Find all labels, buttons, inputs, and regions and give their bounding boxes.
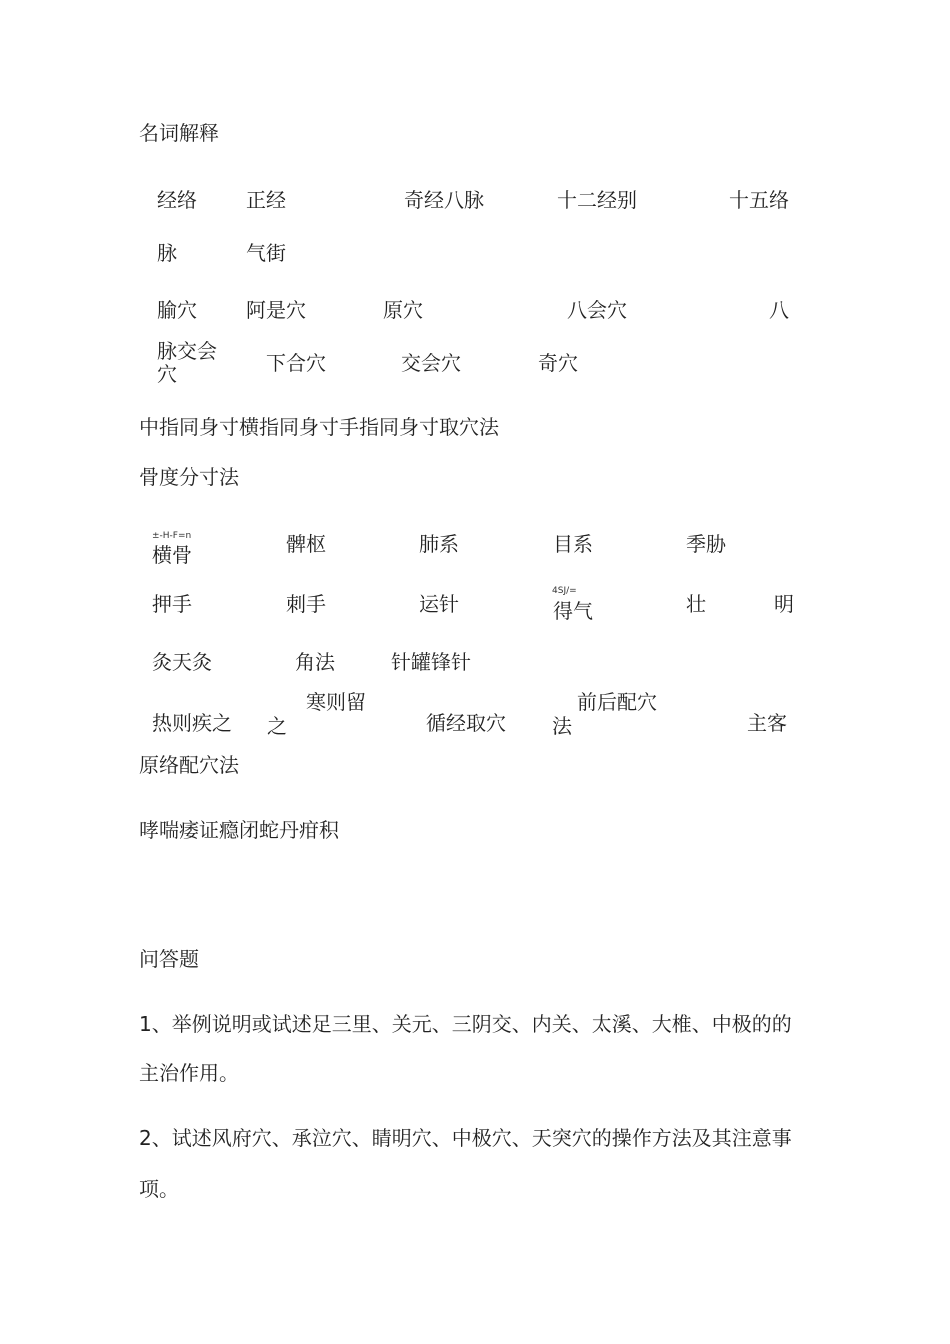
question-1-line-1: 1、举例说明或试述足三里、关元、三阴交、内关、太溪、大椎、中极的的 bbox=[139, 1012, 792, 1036]
term-yashou: 押手 bbox=[152, 592, 192, 616]
term-maijiaohui: 脉交会 bbox=[157, 339, 217, 363]
term-cishou: 刺手 bbox=[286, 592, 326, 616]
term-qixue: 奇穴 bbox=[538, 351, 578, 375]
term-zhuke: 主客 bbox=[747, 711, 787, 735]
term-qianhoupeixue: 前后配穴 bbox=[577, 690, 657, 714]
term-diseases: 哮喘痿证瘾闭蛇丹疳积 bbox=[139, 818, 339, 842]
term-line-tongshencun: 中指同身寸横指同身寸手指同身寸取穴法 bbox=[139, 415, 499, 439]
question-2-line-2: 项。 bbox=[139, 1177, 179, 1201]
term-qijie: 气街 bbox=[246, 241, 286, 265]
term-feixi: 肺系 bbox=[419, 532, 459, 556]
term-muxi: 目系 bbox=[553, 532, 593, 556]
term-jixie: 季胁 bbox=[686, 532, 726, 556]
term-zhuang: 壮 bbox=[686, 592, 706, 616]
term-fa: 法 bbox=[552, 714, 572, 738]
term-yuanxue: 原穴 bbox=[383, 298, 423, 322]
term-xiahexue: 下合穴 bbox=[266, 351, 326, 375]
term-deqi: 得气 bbox=[553, 599, 593, 623]
term-shuxue: 腧穴 bbox=[157, 298, 197, 322]
term-ashixue: 阿是穴 bbox=[246, 298, 306, 322]
term-ba: 八 bbox=[769, 298, 789, 322]
term-yunzhen: 运针 bbox=[419, 592, 459, 616]
term-jiutianjiu: 灸天灸 bbox=[152, 650, 212, 674]
term-rezejizhi: 热则疾之 bbox=[152, 711, 232, 735]
term-qijingbamai: 奇经八脉 bbox=[404, 188, 484, 212]
term-bahuixue: 八会穴 bbox=[567, 298, 627, 322]
term-hanzeliu: 寒则留 bbox=[306, 690, 366, 714]
term-jiaofa: 角法 bbox=[295, 650, 335, 674]
term-bishu: 髀枢 bbox=[286, 532, 326, 556]
annotation-note-2: 4SJ/= bbox=[552, 586, 577, 596]
term-henggu: 横骨 bbox=[152, 543, 192, 567]
term-xue-cut-text: 穴 bbox=[157, 362, 177, 386]
term-xue-cut bbox=[157, 362, 187, 386]
section-title-questions: 问答题 bbox=[139, 947, 199, 971]
term-zhengjing: 正经 bbox=[246, 188, 286, 212]
question-1-line-2: 主治作用。 bbox=[139, 1061, 239, 1085]
term-shierjingbie: 十二经别 bbox=[557, 188, 637, 212]
term-shiwuluo: 十五络 bbox=[729, 188, 789, 212]
term-ming: 明 bbox=[774, 592, 794, 616]
term-zhenguan: 针罐锋针 bbox=[391, 650, 471, 674]
term-jingluo: 经络 bbox=[157, 188, 197, 212]
term-mai: 脉 bbox=[157, 241, 177, 265]
term-zhi: 之 bbox=[267, 714, 287, 738]
term-yuanluopeixue: 原络配穴法 bbox=[139, 753, 239, 777]
term-gudufencun: 骨度分寸法 bbox=[139, 465, 239, 489]
question-2-line-1: 2、试述风府穴、承泣穴、睛明穴、中极穴、天突穴的操作方法及其注意事 bbox=[139, 1126, 792, 1150]
term-jiaohuixue: 交会穴 bbox=[401, 351, 461, 375]
annotation-note-1: ±-H-F=n bbox=[152, 531, 192, 541]
term-xunjingquxue: 循经取穴 bbox=[426, 711, 506, 735]
section-title-terms: 名词解释 bbox=[139, 121, 219, 145]
